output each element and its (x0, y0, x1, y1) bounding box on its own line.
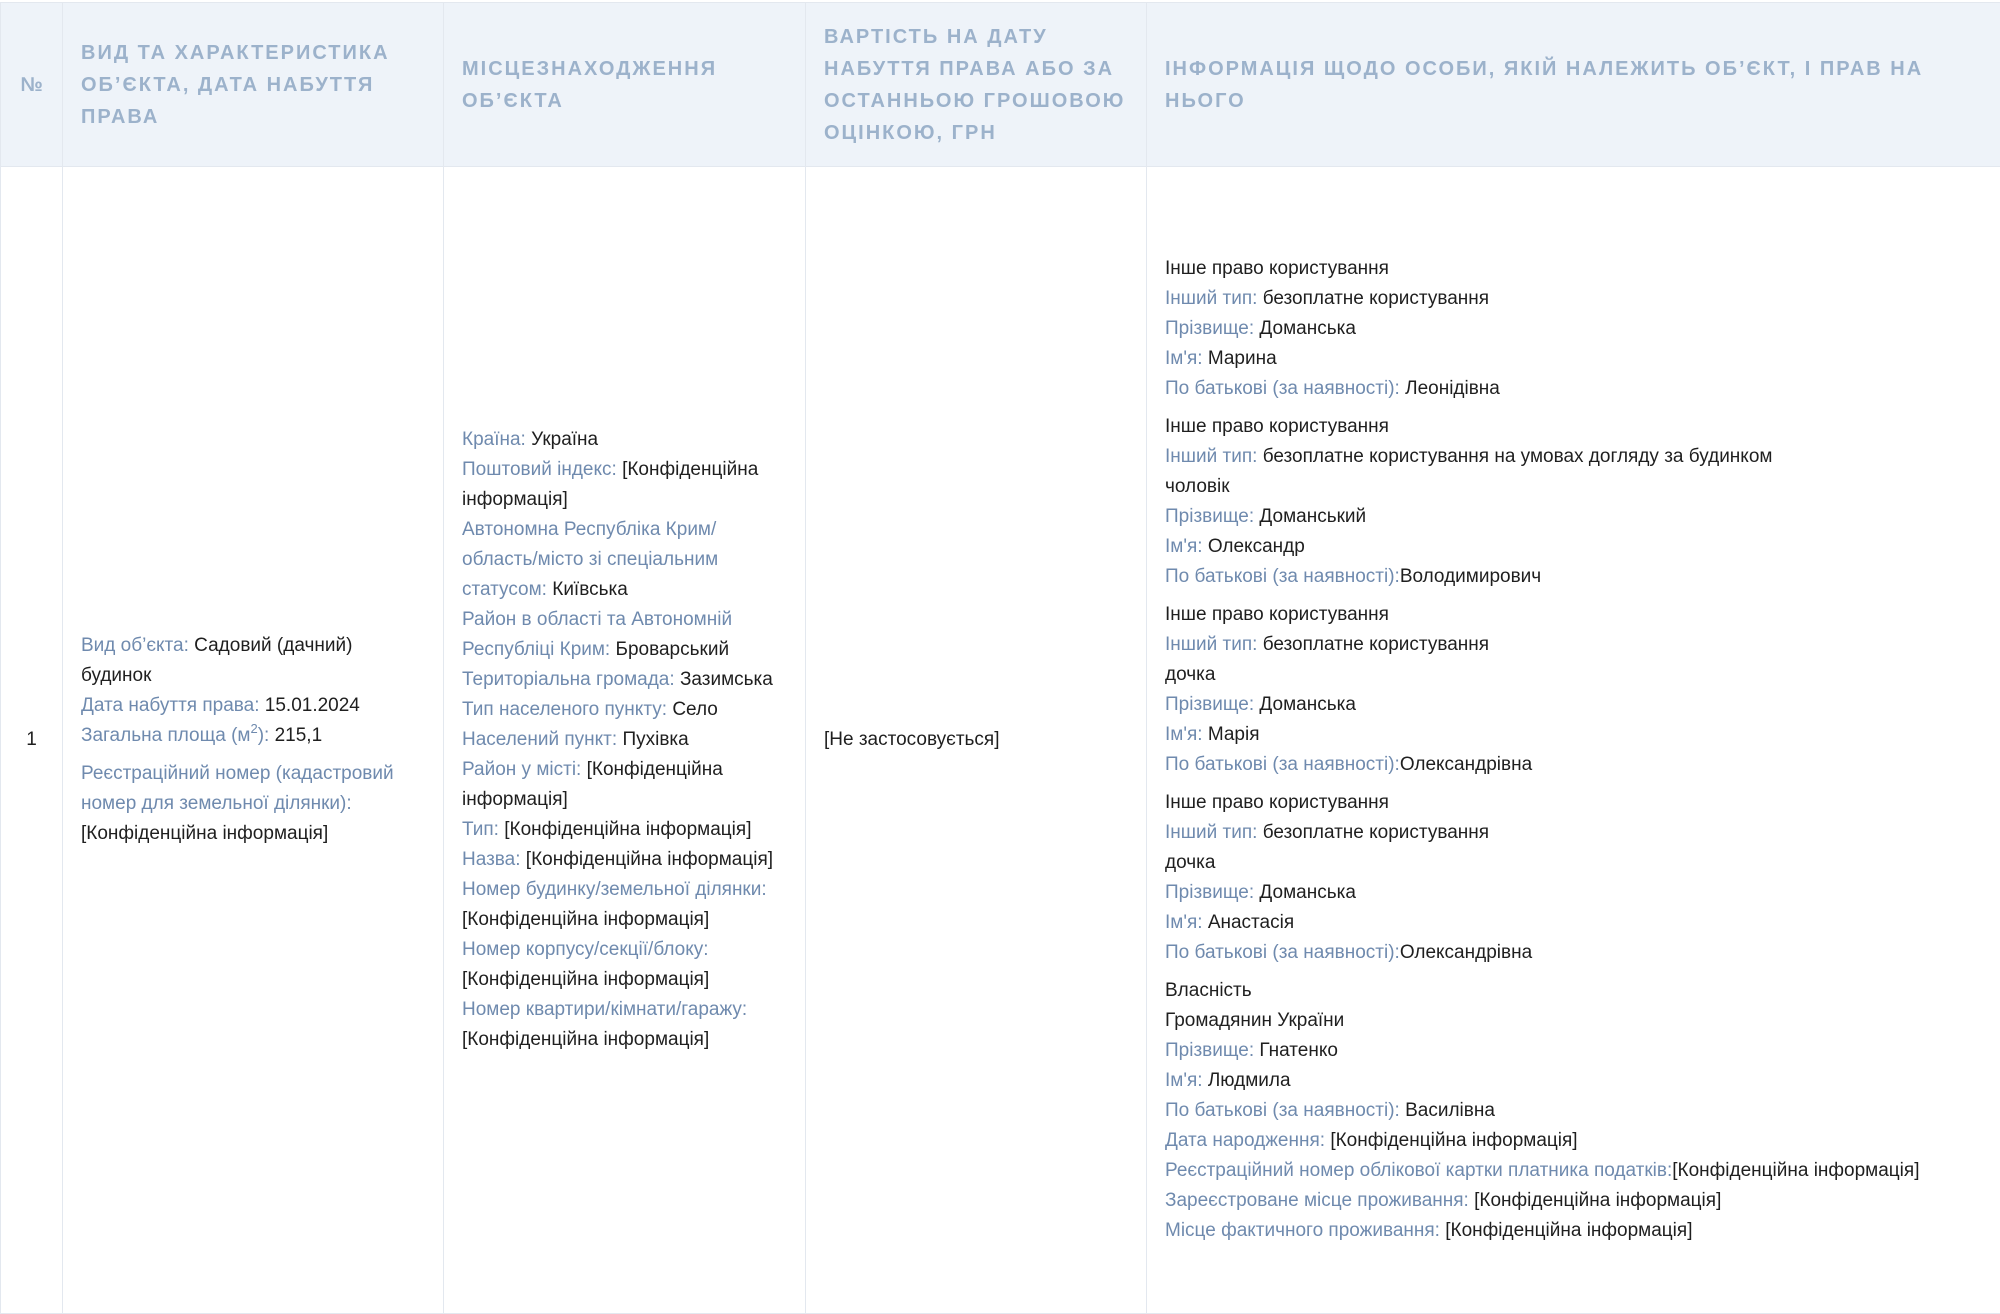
owner-other-type: безоплатне користування (1263, 822, 1489, 843)
location-community: Територіальна громада: Зазимська (462, 665, 787, 695)
property-table (0, 2, 2000, 1314)
owner-citizenship: Громадянин України (1165, 1006, 1982, 1036)
owner-surname: Гнатенко (1259, 1040, 1338, 1061)
location-street-type: Тип: [Конфіденційна інформація] (462, 815, 787, 845)
owner-patronymic: Леонідівна (1405, 378, 1500, 399)
location-settlement-type: Тип населеного пункту: Село (462, 695, 787, 725)
owner-surname: Доманська (1259, 882, 1355, 903)
owner-relation: дочка (1165, 848, 1982, 878)
owner-relation: чоловік (1165, 472, 1982, 502)
acquisition-date: Дата набуття права: 15.01.2024 (81, 691, 425, 721)
header-value: ВАРТІСТЬ НА ДАТУ НАБУТТЯ ПРАВА АБО ЗА ОСТАННЬОЮ ГРОШОВОЮ ОЦІНКОЮ, ГРН (806, 3, 1147, 167)
object-cell (63, 167, 444, 1314)
table-header-row (1, 3, 2000, 167)
location-settlement: Населений пункт: Пухівка (462, 725, 787, 755)
owner-name: Анастасія (1208, 912, 1294, 933)
owner-surname: Доманський (1259, 506, 1366, 527)
table-row (1, 167, 2000, 1314)
owner-relation: дочка (1165, 660, 1982, 690)
location-country: Країна: Україна (462, 425, 787, 455)
owner-block: Інше право користування Інший тип: безоплатне користування дочка Прізвище: Доманська Ім'я: Марія По батькові (за наявності):Олександрівна (1165, 600, 1982, 780)
location-cell (444, 167, 806, 1314)
row-number: 1 (1, 167, 63, 1314)
location-region: Автономна Республіка Крим/ область/місто зі спеціальним статусом: Київська (462, 515, 787, 605)
header-object: ВИД ТА ХАРАКТЕРИСТИКА ОБ’ЄКТА, ДАТА НАБУТТЯ ПРАВА (63, 3, 444, 167)
owner-registered-address: [Конфіденційна інформація] (1474, 1190, 1721, 1211)
owner-block: Інше право користування Інший тип: безоплатне користування на умовах догляду за будинком чоловік Прізвище: Доманський Ім'я: Олександр По батькові (за наявності):Володимирович (1165, 412, 1982, 592)
owner-other-type: безоплатне користування на умовах догляду за будинком (1263, 446, 1773, 467)
owner-block: Інше право користування Інший тип: безоплатне користування Прізвище: Доманська Ім'я: Марина По батькові (за наявності): Леонідівна (1165, 254, 1982, 404)
value-cell: [Не застосовується] (806, 167, 1147, 1314)
owner-tax-number: [Конфіденційна інформація] (1672, 1160, 1919, 1181)
owner-birth-date: [Конфіденційна інформація] (1330, 1130, 1577, 1151)
location-city-district: Район у місті: [Конфіденційна інформація] (462, 755, 787, 815)
owner-right: Інше право користування (1165, 788, 1982, 818)
owner-patronymic: Василівна (1405, 1100, 1495, 1121)
owner-surname: Доманська (1259, 694, 1355, 715)
location-apartment: Номер квартири/кімнати/гаражу: [Конфіденційна інформація] (462, 995, 787, 1055)
owners-cell (1147, 167, 2000, 1314)
owner-right: Інше право користування (1165, 254, 1982, 284)
location-postal: Поштовий індекс: [Конфіденційна інформація] (462, 455, 787, 515)
owner-other-type: безоплатне користування (1263, 288, 1489, 309)
registration-number: Реєстраційний номер (кадастровий номер для земельної ділянки): [Конфіденційна інформація] (81, 759, 425, 849)
owner-name: Людмила (1208, 1070, 1291, 1091)
owner-right: Інше право користування (1165, 600, 1982, 630)
location-street-name: Назва: [Конфіденційна інформація] (462, 845, 787, 875)
owner-name: Марина (1208, 348, 1277, 369)
owner-right: Інше право користування (1165, 412, 1982, 442)
total-area: Загальна площа $(м^2)$: 215,1 (81, 721, 425, 751)
owner-patronymic: Володимирович (1400, 566, 1541, 587)
location-house: Номер будинку/земельної ділянки: [Конфіденційна інформація] (462, 875, 787, 935)
owner-patronymic: Олександрівна (1400, 942, 1532, 963)
owner-right: Власність (1165, 976, 1982, 1006)
owner-actual-address: [Конфіденційна інформація] (1445, 1220, 1692, 1241)
header-number: № (1, 3, 63, 167)
location-district: Район в області та Автономній Республіці Крим: Броварський (462, 605, 787, 665)
owner-name: Марія (1208, 724, 1260, 745)
header-location: МІСЦЕЗНАХОДЖЕННЯ ОБ’ЄКТА (444, 3, 806, 167)
owner-other-type: безоплатне користування (1263, 634, 1489, 655)
object-type: Вид об’єкта: Садовий (дачний) будинок (81, 631, 425, 691)
owner-patronymic: Олександрівна (1400, 754, 1532, 775)
owner-block: Власність Громадянин України Прізвище: Гнатенко Ім'я: Людмила По батькові (за наявності): Василівна Дата народження: [Конфіденційна інформація] Реєстраційний номер облікової картки платника податків:[Конфіденційна інформація] Зареєстроване місце проживання: [Конфіденційна інформація] Місце фактичного проживання: [Конфіденційна інформація] (1165, 976, 1982, 1246)
owner-surname: Доманська (1259, 318, 1355, 339)
owner-name: Олександр (1208, 536, 1305, 557)
header-owner: ІНФОРМАЦІЯ ЩОДО ОСОБИ, ЯКІЙ НАЛЕЖИТЬ ОБ’ЄКТ, І ПРАВ НА НЬОГО (1147, 3, 2000, 167)
location-building: Номер корпусу/секції/блоку: [Конфіденційна інформація] (462, 935, 787, 995)
owner-block: Інше право користування Інший тип: безоплатне користування дочка Прізвище: Доманська Ім'я: Анастасія По батькові (за наявності):Олександрівна (1165, 788, 1982, 968)
